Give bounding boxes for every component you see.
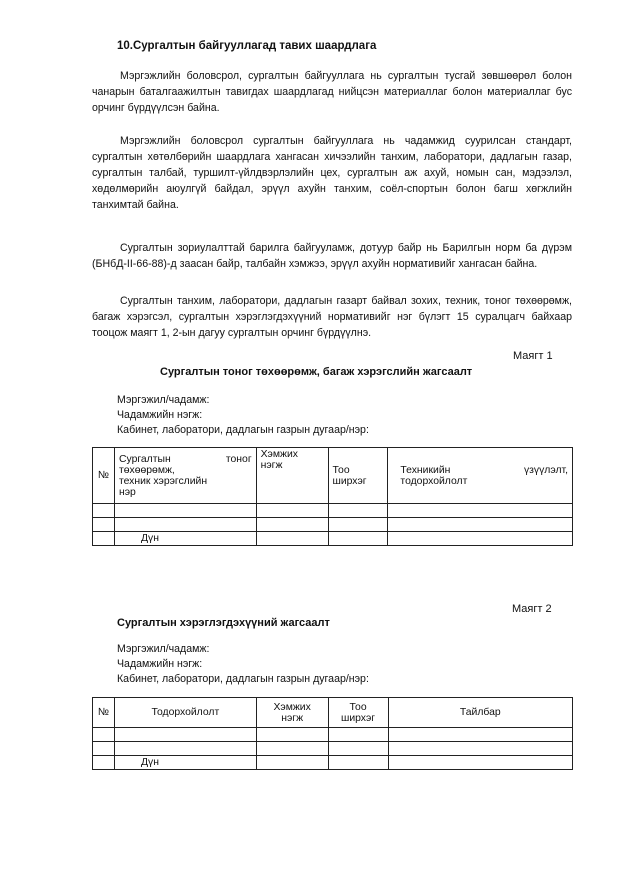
form1-meta: [117, 393, 369, 438]
form2-table: [92, 697, 573, 770]
form1-label: Маягт 1: [513, 350, 553, 362]
paragraph-2: Мэргэжлийн боловсрол сургалтын байгууллага нь чадамжид суурилсан стандарт, сургалтын хөтөлбөрийн шаардлага хангасан хичээлийн танхим, лаборатори, дадлагын газар, сургалтын талбай, туршилт-үйлдвэрлэлийн цех, сургалтын аж ахуй, номын сан, мэдээлэл, хөдөлмөрийн аюулгүй байдал, эрүүл ахуйн танхим, соёл-спортын болон багш хөгжлийн танхимтай байна.: [92, 135, 572, 211]
form2-col-no: №: [93, 698, 115, 728]
form2-col-description: Тодорхойлолт: [114, 698, 256, 728]
table-row: [93, 728, 573, 742]
table-row: [93, 742, 573, 756]
table-row: [93, 504, 573, 518]
form2-col-note: Тайлбар: [388, 698, 572, 728]
form2-meta-room: Кабинет, лаборатори, дадлагын газрын дугаар/нэр:: [117, 673, 369, 685]
form2-meta-unit: Чадамжийн нэгж:: [117, 658, 203, 670]
form2-col-unit: Хэмжих нэгж: [256, 698, 328, 728]
form2-header-row: [93, 698, 573, 728]
form1-meta-specialty: Мэргэжил/чадамж:: [117, 394, 210, 406]
form2-col-qty: Тоо ширхэг: [328, 698, 388, 728]
form1-col-equipment: Сургалтын тоног төхөөрөмж, техник хэрэгслийн нэр: [114, 448, 256, 504]
form2-total-label: Дүн: [114, 756, 256, 770]
form1-title: Сургалтын тоног төхөөрөмж, багаж хэрэгслийн жагсаалт: [160, 366, 473, 378]
form2-meta: [117, 642, 369, 687]
section-heading: 10.Сургалтын байгууллагад тавих шаардлага: [117, 40, 377, 52]
paragraph-1: Мэргэжлийн боловсрол, сургалтын байгууллага нь сургалтын тусгай зөвшөөрөл болон чанарын баталгаажилтын тавигдах шаардлагад нийцсэн материаллаг болон материаллаг бус орчинг бүрдүүлсэн байна.: [92, 70, 572, 114]
form1-table: [92, 447, 573, 546]
form1-total-label: Дүн: [114, 532, 256, 546]
form1-col-qty: Тоо ширхэг: [328, 448, 388, 504]
form1-header-row: [93, 448, 573, 504]
table-row: [93, 518, 573, 532]
paragraph-4: Сургалтын танхим, лаборатори, дадлагын газарт байвал зохих, техник, тоног төхөөрөмж, багаж хэрэгсэл, сургалтын хэрэглэгдэхүүний нормативийг нэг бүлэгт 15 суралцагч байхаар тооцож маягт 1, 2-ын дагуу сургалтын орчинг бүрдүүлнэ.: [92, 295, 572, 339]
form1-meta-room: Кабинет, лаборатори, дадлагын газрын дугаар/нэр:: [117, 424, 369, 436]
form2-meta-specialty: Мэргэжил/чадамж:: [117, 643, 210, 655]
form1-col-unit: Хэмжих нэгж: [256, 448, 328, 504]
paragraph-3: Сургалтын зориулалттай барилга байгууламж, дотуур байр нь Барилгын норм ба дүрэм (БНбД-II-66-88)-д заасан байр, талбайн хэмжээ, эрүүл ахуйн нормативийг хангасан байна.: [92, 242, 572, 270]
form1-col-spec: Техникийн үзүүлэлт, тодорхойлолт: [388, 448, 573, 504]
form2-label: Маягт 2: [512, 603, 552, 615]
form2-total-row: [93, 756, 573, 770]
form1-meta-unit: Чадамжийн нэгж:: [117, 409, 203, 421]
form1-col-no: №: [93, 448, 115, 504]
form1-total-row: [93, 532, 573, 546]
form2-title: Сургалтын хэрэглэгдэхүүний жагсаалт: [117, 617, 330, 629]
